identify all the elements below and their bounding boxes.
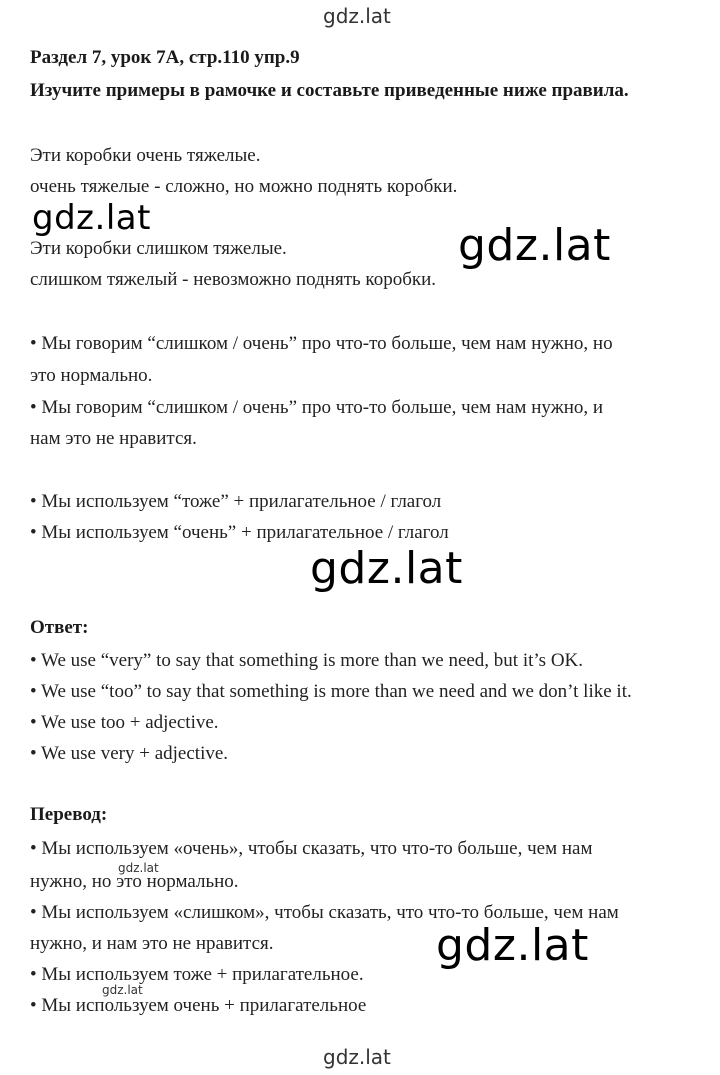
watermark-center: gdz.lat (310, 543, 463, 594)
answer-item: • We use too + adjective. (30, 712, 219, 733)
watermark-bottom-right: gdz.lat (436, 920, 589, 971)
answer-item: • We use very + adjective. (30, 743, 229, 764)
translation-line: нужно, но это нормально. (30, 871, 239, 892)
watermark-bottom: gdz.lat (323, 1045, 391, 1069)
usage-line: • Мы используем “очень” + прилагательное / глагол (30, 522, 449, 543)
rule-line: нам это не нравится. (30, 428, 197, 449)
watermark-tiny: gdz.lat (102, 983, 143, 997)
watermark-tiny: gdz.lat (118, 861, 159, 875)
example-line: Эти коробки очень тяжелые. (30, 145, 261, 166)
example-line: слишком тяжелый - невозможно поднять коробки. (30, 269, 437, 290)
answer-item: • We use “too” to say that something is more than we need and we don’t like it. (30, 681, 632, 702)
answer-heading: Ответ: (30, 617, 89, 638)
example-line: очень тяжелые - сложно, но можно поднять коробки. (30, 176, 458, 197)
usage-line: • Мы используем “тоже” + прилагательное / глагол (30, 491, 442, 512)
watermark-top: gdz.lat (323, 4, 391, 28)
exercise-title: Раздел 7, урок 7А, стр.110 упр.9 (30, 47, 300, 68)
exercise-instruction: Изучите примеры в рамочке и составьте приведенные ниже правила. (30, 80, 629, 101)
answer-item: • We use “very” to say that something is more than we need, but it’s OK. (30, 650, 584, 671)
translation-line: • Мы используем очень + прилагательное (30, 995, 367, 1016)
translation-line: нужно, и нам это не нравится. (30, 933, 274, 954)
watermark-left: gdz.lat (32, 198, 151, 238)
translation-line: • Мы используем тоже + прилагательное. (30, 964, 364, 985)
rule-line: • Мы говорим “слишком / очень” про что-то больше, чем нам нужно, и (30, 397, 604, 418)
translation-heading: Перевод: (30, 804, 108, 825)
watermark-right: gdz.lat (458, 220, 611, 271)
rule-line: • Мы говорим “слишком / очень” про что-то больше, чем нам нужно, но (30, 333, 613, 354)
translation-line: • Мы используем «очень», чтобы сказать, что что-то больше, чем нам (30, 838, 593, 859)
rule-line: это нормально. (30, 365, 153, 386)
example-line: Эти коробки слишком тяжелые. (30, 238, 287, 259)
translation-line: • Мы используем «слишком», чтобы сказать, что что-то больше, чем нам (30, 902, 619, 923)
